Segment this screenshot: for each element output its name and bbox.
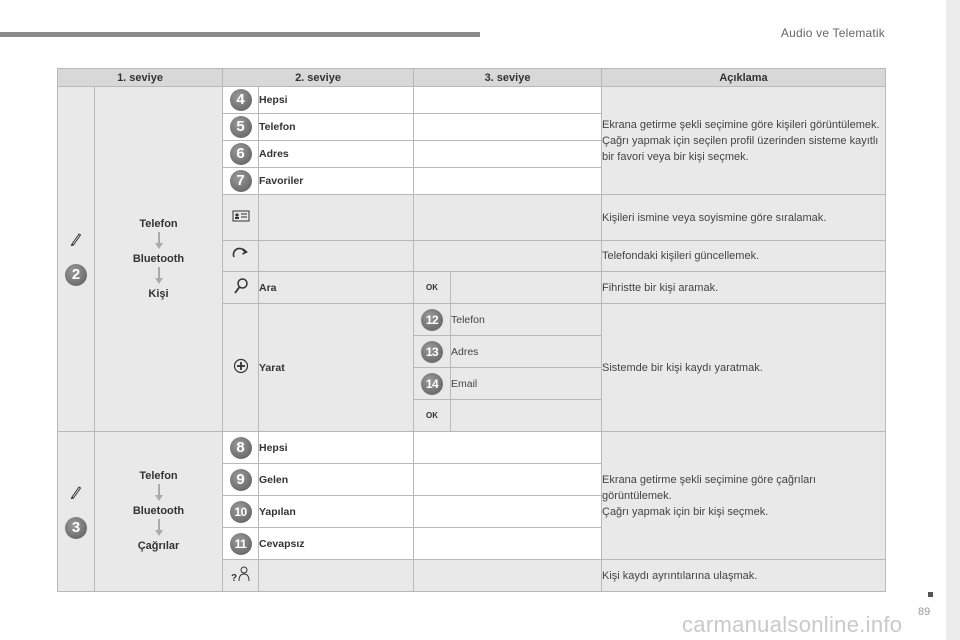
arrow-down-icon bbox=[155, 267, 163, 285]
menu-table bbox=[57, 68, 886, 592]
empty-cell bbox=[414, 87, 602, 114]
description-text: Sistemde bir kişi kaydı yaratmak. bbox=[602, 304, 886, 432]
option-label: Favoriler bbox=[259, 168, 414, 195]
description-text: Kişileri ismine veya soyismine göre sıralamak. bbox=[602, 195, 886, 241]
path-item: Kişi bbox=[148, 287, 169, 300]
option-label: Hepsi bbox=[259, 432, 414, 464]
description-cell bbox=[602, 87, 886, 195]
path-item: Telefon bbox=[139, 217, 178, 230]
badge-cell bbox=[223, 432, 259, 464]
option-label: Adres bbox=[451, 336, 602, 368]
empty-cell bbox=[414, 114, 602, 141]
badge-cell bbox=[223, 114, 259, 141]
step-badge: 7 bbox=[230, 170, 252, 192]
ok-label: OK bbox=[414, 400, 451, 432]
header-level2: 2. seviye bbox=[223, 69, 414, 87]
empty-cell bbox=[414, 528, 602, 560]
option-label: Telefon bbox=[451, 304, 602, 336]
icon-cell bbox=[223, 560, 259, 592]
header-bar bbox=[0, 32, 480, 37]
option-label: Telefon bbox=[259, 114, 414, 141]
step-badge: 10 bbox=[230, 501, 252, 523]
path-item: Bluetooth bbox=[132, 505, 185, 517]
empty-cell bbox=[414, 496, 602, 528]
step-badge: 14 bbox=[421, 373, 443, 395]
description-text: Fihristte bir kişi aramak. bbox=[602, 272, 886, 304]
pen-icon bbox=[70, 232, 82, 246]
add-icon bbox=[233, 358, 249, 374]
step-badge: 11 bbox=[230, 533, 252, 555]
path-item: Çağrılar bbox=[137, 540, 180, 552]
level2-cell-contacts bbox=[95, 87, 223, 432]
description-text: Ekrana getirme şekli seçimine göre çağrıları görüntülemek. Çağrı yapmak için bir kişi seçmek. bbox=[602, 473, 816, 518]
badge-cell bbox=[414, 368, 451, 400]
step-badge: 3 bbox=[65, 517, 87, 539]
badge-cell bbox=[414, 304, 451, 336]
option-label: Ara bbox=[259, 272, 414, 304]
arrow-down-icon bbox=[155, 519, 163, 537]
table-header-row bbox=[58, 69, 886, 87]
empty-cell bbox=[451, 400, 602, 432]
contact-card-icon bbox=[232, 210, 250, 222]
icon-cell bbox=[223, 272, 259, 304]
step-badge: 12 bbox=[421, 309, 443, 331]
search-icon bbox=[233, 277, 249, 295]
arrow-down-icon bbox=[155, 232, 163, 250]
description-cell bbox=[602, 432, 886, 560]
empty-cell bbox=[414, 168, 602, 195]
header-level3: 3. seviye bbox=[414, 69, 602, 87]
page-number: 89 bbox=[918, 606, 931, 618]
badge-cell bbox=[223, 168, 259, 195]
svg-text:?: ? bbox=[230, 573, 237, 583]
empty-cell bbox=[259, 241, 414, 272]
empty-cell bbox=[414, 560, 602, 592]
level1-cell-contacts bbox=[58, 87, 95, 432]
step-badge: 9 bbox=[230, 469, 252, 491]
level2-cell-calls bbox=[95, 432, 223, 592]
option-label: Cevapsız bbox=[259, 528, 414, 560]
bullet-marker bbox=[928, 592, 933, 597]
empty-cell bbox=[414, 195, 602, 241]
header-description: Açıklama bbox=[602, 69, 886, 87]
menu-path bbox=[95, 218, 222, 301]
pen-icon bbox=[70, 485, 82, 499]
step-badge: 8 bbox=[230, 437, 252, 459]
menu-path bbox=[95, 470, 222, 553]
step-badge: 6 bbox=[230, 143, 252, 165]
contact-details-icon bbox=[230, 565, 252, 583]
header-level1: 1. seviye bbox=[58, 69, 223, 87]
empty-cell bbox=[414, 141, 602, 168]
table-row bbox=[58, 87, 886, 114]
badge-cell bbox=[223, 496, 259, 528]
icon-cell bbox=[223, 195, 259, 241]
arrow-down-icon bbox=[155, 484, 163, 502]
step-badge: 2 bbox=[65, 264, 87, 286]
option-label: Email bbox=[451, 368, 602, 400]
table-row bbox=[58, 432, 886, 464]
option-label: Adres bbox=[259, 141, 414, 168]
option-label: Gelen bbox=[259, 464, 414, 496]
description-text: Telefondaki kişileri güncellemek. bbox=[602, 241, 886, 272]
badge-cell bbox=[223, 528, 259, 560]
option-label: Hepsi bbox=[259, 87, 414, 114]
step-badge: 4 bbox=[230, 89, 252, 111]
badge-cell bbox=[223, 464, 259, 496]
option-label: Yapılan bbox=[259, 496, 414, 528]
description-text: Ekrana getirme şekli seçimine göre kişileri görüntülemek. Çağrı yapmak için seçilen profil üzerinden sisteme kayıtlı bir favori veya bir kişi seçmek. bbox=[602, 118, 880, 163]
watermark: carmanualsonline.info bbox=[682, 612, 903, 637]
path-item: Telefon bbox=[139, 470, 178, 482]
icon-cell bbox=[223, 241, 259, 272]
description-text: Kişi kaydı ayrıntılarına ulaşmak. bbox=[602, 560, 886, 592]
step-badge: 5 bbox=[230, 116, 252, 138]
badge-cell bbox=[414, 336, 451, 368]
empty-cell bbox=[259, 560, 414, 592]
step-badge: 13 bbox=[421, 341, 443, 363]
badge-cell bbox=[223, 87, 259, 114]
ok-label: OK bbox=[414, 272, 451, 304]
badge-cell bbox=[223, 141, 259, 168]
empty-cell bbox=[259, 195, 414, 241]
side-strip bbox=[946, 0, 960, 640]
page-header-title: Audio ve Telematik bbox=[780, 26, 885, 40]
empty-cell bbox=[414, 241, 602, 272]
level1-cell-calls bbox=[58, 432, 95, 592]
icon-cell bbox=[223, 304, 259, 432]
empty-cell bbox=[414, 464, 602, 496]
option-label: Yarat bbox=[259, 304, 414, 432]
empty-cell bbox=[414, 432, 602, 464]
refresh-icon bbox=[231, 247, 251, 263]
path-item: Bluetooth bbox=[132, 252, 185, 265]
empty-cell bbox=[451, 272, 602, 304]
